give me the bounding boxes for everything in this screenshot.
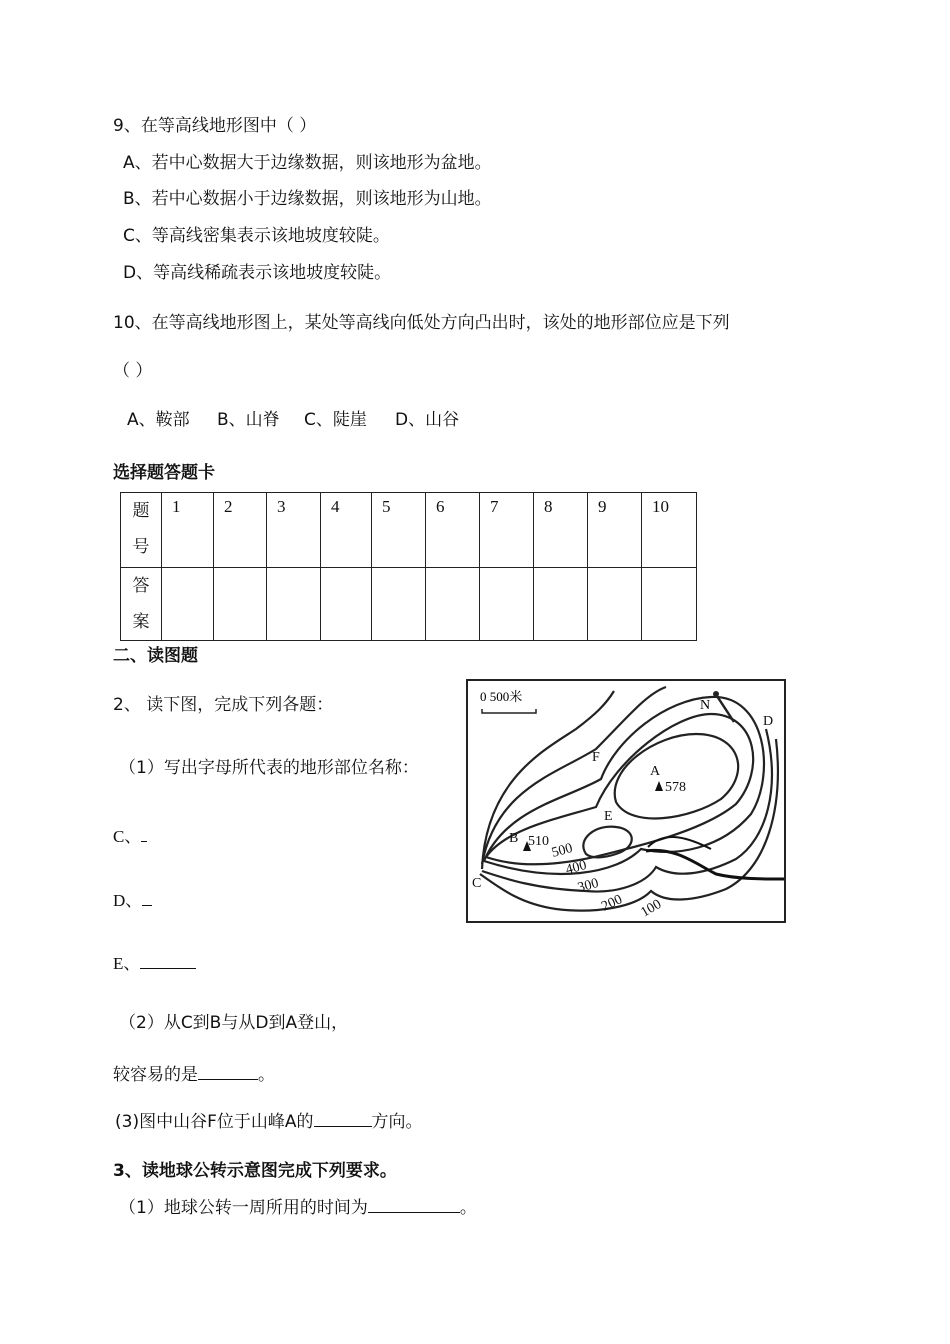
answer-cell[interactable] [162, 568, 214, 641]
q10-option-d: D、山谷 [395, 410, 460, 430]
label-a: A [650, 764, 661, 779]
q-number: 7 [480, 493, 534, 568]
q10-option-a: A、鞍部 [127, 410, 190, 430]
q-number: 3 [267, 493, 321, 568]
q3-sub1: （1）地球公转一周所用的时间为 。 [119, 1198, 477, 1218]
q9-option-c: C、等高线密集表示该地坡度较陡。 [123, 226, 390, 246]
q-number: 8 [534, 493, 588, 568]
contour-map [466, 679, 786, 923]
answer-cell[interactable] [321, 568, 372, 641]
q2-sub3-end: 方向。 [371, 1112, 423, 1132]
q9-stem: 9、在等高线地形图中（ ） [113, 116, 317, 136]
answer-card-title: 选择题答题卡 [113, 463, 215, 483]
scale-label: 0 500米 [480, 689, 523, 704]
answer-card-table [120, 492, 697, 641]
peak-b-elevation: 510 [528, 834, 549, 849]
label-c: C [472, 876, 482, 891]
contour-label: 100 [638, 896, 665, 921]
answer-cell[interactable] [267, 568, 321, 641]
q-number: 6 [426, 493, 480, 568]
number-row-label: 题 号 [121, 493, 162, 568]
label-d: D [763, 714, 774, 729]
q-number: 5 [372, 493, 426, 568]
q9-option-d: D、等高线稀疏表示该地坡度较陡。 [123, 263, 392, 283]
q10-paren: （ ） [113, 361, 153, 381]
q10-option-b: B、山脊 [217, 410, 280, 430]
north-label: N [700, 698, 711, 713]
contour-label: 200 [599, 892, 625, 915]
answer-cell[interactable] [480, 568, 534, 641]
answer-cell[interactable] [372, 568, 426, 641]
answer-cell[interactable] [426, 568, 480, 641]
answer-row-label: 答 案 [121, 568, 162, 641]
q2-sub3: (3)图中山谷F位于山峰A的 方向。 [115, 1112, 423, 1132]
answer-card-answer-row [121, 568, 697, 641]
q3-stem: 3、读地球公转示意图完成下列要求。 [113, 1161, 397, 1181]
q10-stem: 10、在等高线地形图上，某处等高线向低处方向凸出时，该处的地形部位应是下列 [113, 313, 730, 333]
q-number: 10 [642, 493, 697, 568]
q2-answer-e: E、 [113, 952, 196, 975]
q2-sub2: （2）从C到B与从D到A登山， [119, 1013, 349, 1033]
contour-label: 300 [576, 875, 601, 896]
answer-cell[interactable] [588, 568, 642, 641]
q9-option-b: B、若中心数据小于边缘数据，则该地形为山地。 [123, 189, 492, 209]
label-b: B [509, 831, 519, 846]
label-e: E [604, 809, 613, 824]
contour-label: 400 [564, 857, 589, 878]
answer-card-number-row [121, 493, 697, 568]
answer-cell[interactable] [214, 568, 267, 641]
section2-title: 二、读图题 [113, 646, 198, 666]
q2-answer-c: C、 [113, 825, 147, 848]
q2-sub2b: 较容易的是 。 [113, 1065, 275, 1085]
q9-option-a: A、若中心数据大于边缘数据，则该地形为盆地。 [123, 153, 492, 173]
label-f: F [592, 750, 600, 765]
q2-stem: 2、 读下图，完成下列各题： [113, 695, 334, 715]
q-number: 9 [588, 493, 642, 568]
q10-option-c: C、陡崖 [304, 410, 367, 430]
q2-sub1: （1）写出字母所代表的地形部位名称： [119, 758, 419, 778]
peak-a-elevation: 578 [665, 780, 686, 795]
answer-cell[interactable] [534, 568, 588, 641]
q2-answer-d: D、 [113, 889, 152, 912]
q-number: 2 [214, 493, 267, 568]
q-number: 4 [321, 493, 372, 568]
answer-cell[interactable] [642, 568, 697, 641]
contour-label: 500 [550, 840, 575, 861]
q-number: 1 [162, 493, 214, 568]
